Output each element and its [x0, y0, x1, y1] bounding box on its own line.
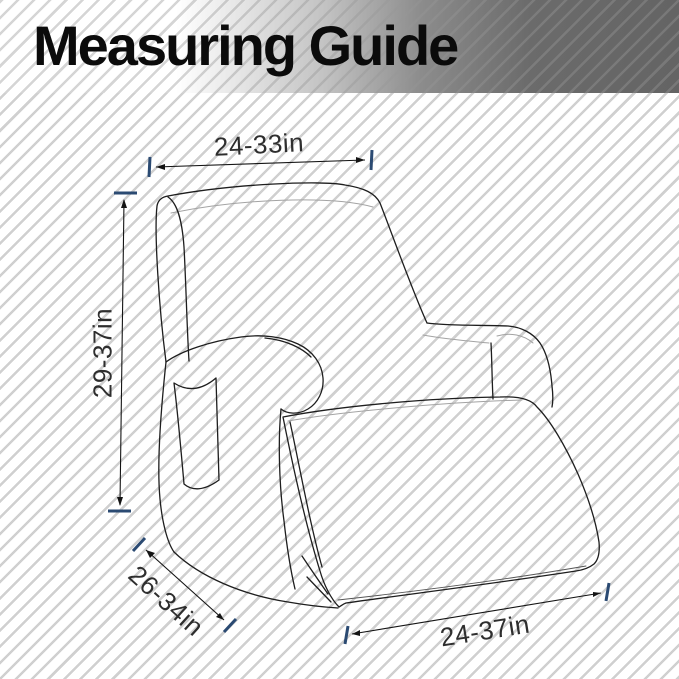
page-title: Measuring Guide [33, 14, 458, 77]
backrest-path [156, 183, 427, 362]
footrest-path [283, 397, 599, 607]
recliner-seam-lines [171, 200, 533, 421]
side-pocket-path [174, 378, 219, 489]
footrest-thickness-line [338, 566, 586, 600]
dimension-label-recline-length: 24-37in [438, 608, 532, 653]
dimension-label-back-width: 24-33in [213, 127, 305, 162]
dimension-label-base-depth: 26-34in [122, 559, 210, 642]
recliner-outline [156, 183, 599, 608]
base-skirt-path [174, 552, 338, 608]
dimension-label-back-height: 29-37in [87, 307, 118, 399]
right-arm-path [427, 323, 553, 407]
